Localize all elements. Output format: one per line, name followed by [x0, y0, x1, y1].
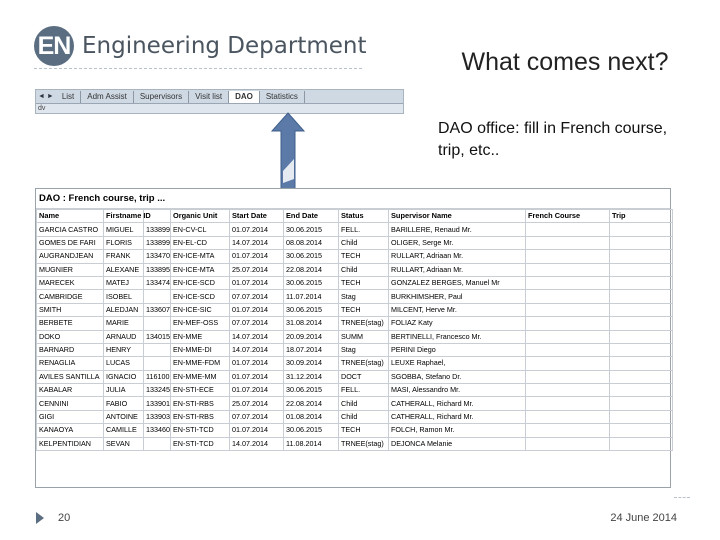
table-row[interactable]	[37, 263, 673, 276]
table-row[interactable]	[37, 276, 673, 289]
table-cell[interactable]: 01.07.2014	[230, 223, 284, 236]
table-cell[interactable]: LEUXE Raphael,	[389, 357, 526, 370]
table-cell[interactable]	[526, 223, 610, 236]
table-cell[interactable]: TRNEE(stag)	[339, 357, 389, 370]
table-cell[interactable]	[526, 357, 610, 370]
tab-supervisors[interactable]: Supervisors	[134, 91, 189, 103]
table-cell[interactable]: ALEXANE	[104, 263, 144, 276]
footer-divider	[674, 497, 690, 498]
table-cell[interactable]	[144, 357, 171, 370]
table-cell[interactable]: 30.06.2015	[284, 303, 339, 316]
tab-nav-icon[interactable]: ◄ ►	[38, 93, 54, 100]
table-row[interactable]	[37, 250, 673, 263]
table-cell[interactable]: Child	[339, 263, 389, 276]
table-cell[interactable]: TECH	[339, 250, 389, 263]
table-row[interactable]	[37, 397, 673, 410]
tab-dao[interactable]: DAO	[229, 91, 260, 103]
table-cell[interactable]: PERINI Diego	[389, 343, 526, 356]
table-cell[interactable]	[526, 317, 610, 330]
table-cell[interactable]	[144, 290, 171, 303]
department-logo	[34, 26, 367, 66]
table-cell[interactable]	[610, 343, 673, 356]
table-cell[interactable]: 01.08.2014	[284, 410, 339, 423]
table-cell[interactable]: ANTOINE	[104, 410, 144, 423]
table-cell[interactable]	[610, 397, 673, 410]
table-cell[interactable]	[526, 236, 610, 249]
table-row[interactable]	[37, 317, 673, 330]
sheet-title: DAO : French course, trip ...	[36, 189, 670, 209]
table-cell[interactable]: JULIA	[104, 384, 144, 397]
down-arrow-icon	[272, 113, 304, 189]
table-cell[interactable]: EN-STI-TCD	[171, 437, 230, 450]
table-cell[interactable]: 134015	[144, 330, 171, 343]
header-divider	[34, 68, 362, 69]
table-cell[interactable]: 11.07.2014	[284, 290, 339, 303]
table-cell[interactable]: EN-CV-CL	[171, 223, 230, 236]
table-cell[interactable]: 133460	[144, 424, 171, 437]
table-cell[interactable]: MARIE	[104, 317, 144, 330]
tab-adm-assist[interactable]: Adm Assist	[81, 91, 134, 103]
dao-spreadsheet	[35, 188, 671, 488]
table-row[interactable]	[37, 330, 673, 343]
sheet-tab-bar	[36, 90, 403, 104]
table-row[interactable]	[37, 370, 673, 383]
table-cell[interactable]: AVILES SANTILLA	[37, 370, 104, 383]
table-cell[interactable]: SEVAN	[104, 437, 144, 450]
table-cell[interactable]: EN-ICE-MTA	[171, 250, 230, 263]
table-cell[interactable]: 01.07.2014	[230, 384, 284, 397]
table-cell[interactable]	[610, 223, 673, 236]
table-cell[interactable]	[610, 236, 673, 249]
table-cell[interactable]: EN-ICE-SIC	[171, 303, 230, 316]
tab-list[interactable]: List	[56, 91, 81, 103]
table-cell[interactable]: 133474	[144, 276, 171, 289]
table-cell[interactable]: 133607	[144, 303, 171, 316]
table-cell[interactable]	[144, 343, 171, 356]
table-cell[interactable]: DOKO	[37, 330, 104, 343]
table-row[interactable]	[37, 236, 673, 249]
table-row[interactable]	[37, 437, 673, 450]
table-cell[interactable]	[526, 397, 610, 410]
table-cell[interactable]	[610, 290, 673, 303]
table-cell[interactable]: EN-STI-ECE	[171, 384, 230, 397]
table-cell[interactable]	[526, 330, 610, 343]
table-cell[interactable]	[610, 437, 673, 450]
table-cell[interactable]: TRNEE(stag)	[339, 317, 389, 330]
table-cell[interactable]: Child	[339, 397, 389, 410]
table-row[interactable]	[37, 303, 673, 316]
table-cell[interactable]: 22.08.2014	[284, 397, 339, 410]
table-cell[interactable]: Stag	[339, 343, 389, 356]
table-cell[interactable]	[526, 343, 610, 356]
table-row[interactable]	[37, 410, 673, 423]
table-cell[interactable]: FELL.	[339, 223, 389, 236]
table-cell[interactable]	[610, 303, 673, 316]
table-cell[interactable]: DEJONCA Melanie	[389, 437, 526, 450]
column-header[interactable]: Organic Unit	[171, 210, 230, 223]
column-header[interactable]: French Course	[526, 210, 610, 223]
table-cell[interactable]	[526, 424, 610, 437]
table-cell[interactable]: 25.07.2014	[230, 263, 284, 276]
table-cell[interactable]: MATEJ	[104, 276, 144, 289]
table-cell[interactable]: FLORIS	[104, 236, 144, 249]
table-cell[interactable]: EN-ICE-MTA	[171, 263, 230, 276]
table-cell[interactable]: 133245	[144, 384, 171, 397]
table-cell[interactable]: Stag	[339, 290, 389, 303]
column-header[interactable]: Supervisor Name	[389, 210, 526, 223]
slide-title: What comes next?	[461, 48, 669, 76]
table-cell[interactable]: GIGI	[37, 410, 104, 423]
table-cell[interactable]: FOLCH, Ramon Mr.	[389, 424, 526, 437]
table-row[interactable]	[37, 384, 673, 397]
table-cell[interactable]	[610, 317, 673, 330]
table-cell[interactable]: MIGUEL	[104, 223, 144, 236]
table-cell[interactable]: 07.07.2014	[230, 290, 284, 303]
table-cell[interactable]: DOCT	[339, 370, 389, 383]
table-cell[interactable]: 30.09.2014	[284, 357, 339, 370]
table-cell[interactable]: EN-MEF-OSS	[171, 317, 230, 330]
table-cell[interactable]: 31.08.2014	[284, 317, 339, 330]
slide-note: DAO office: fill in French course, trip, etc..	[438, 120, 668, 159]
table-cell[interactable]: ISOBEL	[104, 290, 144, 303]
table-cell[interactable]: 133470	[144, 250, 171, 263]
column-header[interactable]: Status	[339, 210, 389, 223]
column-header[interactable]: Start Date	[230, 210, 284, 223]
table-cell[interactable]	[610, 410, 673, 423]
table-cell[interactable]: SGOBBA, Stefano Dr.	[389, 370, 526, 383]
table-cell[interactable]: TECH	[339, 303, 389, 316]
table-cell[interactable]: 14.07.2014	[230, 236, 284, 249]
table-cell[interactable]: Child	[339, 236, 389, 249]
table-cell[interactable]: SUMM	[339, 330, 389, 343]
column-header[interactable]: End Date	[284, 210, 339, 223]
table-cell[interactable]: EN-STI-RBS	[171, 410, 230, 423]
table-cell[interactable]: GONZALEZ BERGES, Manuel Mr	[389, 276, 526, 289]
table-cell[interactable]: EN-MME-FDM	[171, 357, 230, 370]
table-cell[interactable]: 133901	[144, 397, 171, 410]
table-cell[interactable]: RENAGLIA	[37, 357, 104, 370]
table-cell[interactable]: FRANK	[104, 250, 144, 263]
table-cell[interactable]: AUGRANDJEAN	[37, 250, 104, 263]
table-cell[interactable]: IGNACIO	[104, 370, 144, 383]
table-cell[interactable]: 01.07.2014	[230, 276, 284, 289]
table-cell[interactable]: 18.07.2014	[284, 343, 339, 356]
table-cell[interactable]	[526, 303, 610, 316]
status-label: dv	[38, 105, 46, 112]
table-cell[interactable]: SMITH	[37, 303, 104, 316]
table-row[interactable]	[37, 290, 673, 303]
table-cell[interactable]: TRNEE(stag)	[339, 437, 389, 450]
slide-marker-icon	[36, 512, 44, 524]
table-cell[interactable]: Child	[339, 410, 389, 423]
table-cell[interactable]: CATHERALL, Richard Mr.	[389, 410, 526, 423]
table-cell[interactable]: BERBETE	[37, 317, 104, 330]
table-cell[interactable]: 11.08.2014	[284, 437, 339, 450]
table-cell[interactable]	[610, 424, 673, 437]
table-cell[interactable]: GOMES DE FARI	[37, 236, 104, 249]
table-cell[interactable]	[610, 276, 673, 289]
table-cell[interactable]: BARNARD	[37, 343, 104, 356]
logo-mark: EN	[34, 26, 74, 66]
table-cell[interactable]	[610, 357, 673, 370]
logo-text: Engineering Department	[82, 33, 367, 59]
table-cell[interactable]: RULLART, Adriaan Mr.	[389, 250, 526, 263]
table-cell[interactable]	[526, 370, 610, 383]
table-cell[interactable]: 25.07.2014	[230, 397, 284, 410]
table-cell[interactable]: CAMBRIDGE	[37, 290, 104, 303]
table-cell[interactable]	[526, 276, 610, 289]
table-cell[interactable]: 07.07.2014	[230, 317, 284, 330]
table-header-row	[37, 210, 673, 223]
table-cell[interactable]	[610, 330, 673, 343]
table-cell[interactable]: CAMILLE	[104, 424, 144, 437]
table-cell[interactable]	[526, 410, 610, 423]
table-cell[interactable]: 14.07.2014	[230, 343, 284, 356]
table-cell[interactable]: 07.07.2014	[230, 410, 284, 423]
table-cell[interactable]	[526, 437, 610, 450]
table-cell[interactable]: EN-MME-MM	[171, 370, 230, 383]
table-cell[interactable]: 30.06.2015	[284, 250, 339, 263]
table-cell[interactable]: 20.09.2014	[284, 330, 339, 343]
table-cell[interactable]	[610, 263, 673, 276]
table-cell[interactable]: TECH	[339, 276, 389, 289]
table-cell[interactable]: 22.08.2014	[284, 263, 339, 276]
table-cell[interactable]: RULLART, Adriaan Mr.	[389, 263, 526, 276]
table-cell[interactable]: 133899	[144, 223, 171, 236]
table-cell[interactable]	[526, 250, 610, 263]
table-cell[interactable]: KABALAR	[37, 384, 104, 397]
table-cell[interactable]: 133899	[144, 236, 171, 249]
slide-date: 24 June 2014	[610, 512, 677, 524]
staff-table	[36, 209, 673, 451]
table-cell[interactable]: 30.06.2015	[284, 384, 339, 397]
table-cell[interactable]: EN-ICE-SCD	[171, 276, 230, 289]
table-cell[interactable]	[526, 290, 610, 303]
table-row[interactable]	[37, 343, 673, 356]
table-cell[interactable]: KANAOYA	[37, 424, 104, 437]
table-cell[interactable]: FABIO	[104, 397, 144, 410]
table-cell[interactable]	[526, 384, 610, 397]
table-cell[interactable]	[526, 263, 610, 276]
table-cell[interactable]: EN-ICE-SCD	[171, 290, 230, 303]
page-number: 20	[58, 512, 71, 524]
table-cell[interactable]: KELPENTIDIAN	[37, 437, 104, 450]
table-cell[interactable]: 133903	[144, 410, 171, 423]
table-cell[interactable]: EN-STI-TCD	[171, 424, 230, 437]
column-header[interactable]: Firstname ID	[104, 210, 144, 223]
table-cell[interactable]: 116100	[144, 370, 171, 383]
table-cell[interactable]	[144, 437, 171, 450]
table-cell[interactable]	[610, 370, 673, 383]
table-cell[interactable]: 01.07.2014	[230, 303, 284, 316]
table-row[interactable]	[37, 424, 673, 437]
table-cell[interactable]: 133895	[144, 263, 171, 276]
table-cell[interactable]: CATHERALL, Richard Mr.	[389, 397, 526, 410]
table-cell[interactable]: MASI, Alessandro Mr.	[389, 384, 526, 397]
table-cell[interactable]: TECH	[339, 424, 389, 437]
table-cell[interactable]: ALEDJAN	[104, 303, 144, 316]
table-cell[interactable]: EN-STI-RBS	[171, 397, 230, 410]
table-cell[interactable]: 14.07.2014	[230, 437, 284, 450]
table-cell[interactable]: 01.07.2014	[230, 250, 284, 263]
table-cell[interactable]: EN-MME	[171, 330, 230, 343]
table-cell[interactable]: BURKHIMSHER, Paul	[389, 290, 526, 303]
column-header[interactable]: Trip	[610, 210, 673, 223]
table-cell[interactable]: BARILLERE, Renaud Mr.	[389, 223, 526, 236]
table-cell[interactable]	[144, 317, 171, 330]
table-cell[interactable]: 01.07.2014	[230, 370, 284, 383]
table-cell[interactable]: 01.07.2014	[230, 357, 284, 370]
table-cell[interactable]: EN-EL-CD	[171, 236, 230, 249]
table-cell[interactable]: MILCENT, Herve Mr.	[389, 303, 526, 316]
table-cell[interactable]: FELL.	[339, 384, 389, 397]
table-cell[interactable]: 30.06.2015	[284, 276, 339, 289]
table-cell[interactable]: EN-MME-DI	[171, 343, 230, 356]
table-cell[interactable]: 30.06.2015	[284, 424, 339, 437]
table-cell[interactable]: 01.07.2014	[230, 424, 284, 437]
table-cell[interactable]: 31.12.2014	[284, 370, 339, 383]
table-cell[interactable]: HENRY	[104, 343, 144, 356]
table-row[interactable]	[37, 357, 673, 370]
table-cell[interactable]: MARECEK	[37, 276, 104, 289]
table-cell[interactable]	[610, 384, 673, 397]
table-cell[interactable]: MUGNIER	[37, 263, 104, 276]
sheet-tab-strip	[35, 89, 404, 114]
table-cell[interactable]: 08.08.2014	[284, 236, 339, 249]
table-row[interactable]	[37, 223, 673, 236]
table-cell[interactable]: OLIGER, Serge Mr.	[389, 236, 526, 249]
table-cell[interactable]: FOLIAZ Katy	[389, 317, 526, 330]
table-cell[interactable]: BERTINELLI, Francesco Mr.	[389, 330, 526, 343]
table-cell[interactable]: 14.07.2014	[230, 330, 284, 343]
table-cell[interactable]	[610, 250, 673, 263]
table-cell[interactable]: ARNAUD	[104, 330, 144, 343]
tab-visit-list[interactable]: Visit list	[189, 91, 229, 103]
table-cell[interactable]: 30.06.2015	[284, 223, 339, 236]
table-cell[interactable]: CENNINI	[37, 397, 104, 410]
table-cell[interactable]: LUCAS	[104, 357, 144, 370]
table-cell[interactable]: GARCIA CASTRO	[37, 223, 104, 236]
tab-statistics[interactable]: Statistics	[260, 91, 305, 103]
column-header[interactable]: Name	[37, 210, 104, 223]
